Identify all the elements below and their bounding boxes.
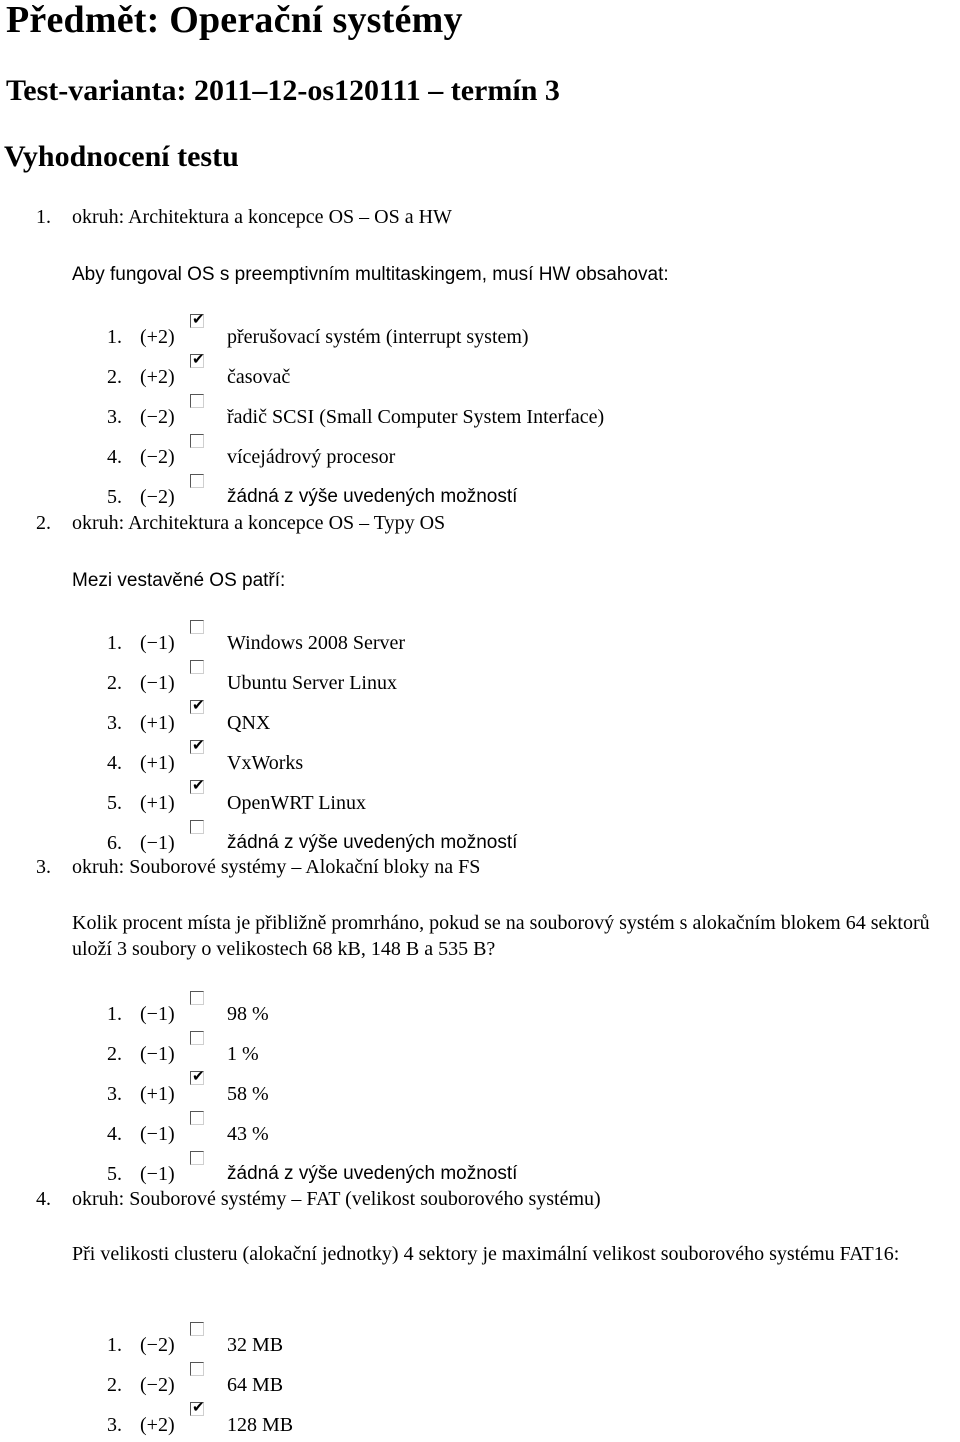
unchecked-checkbox[interactable] [190,434,204,448]
question-text: Při velikosti clusteru (alokační jednotky) 4 sektory je maximální velikost souborového systému FAT16: [72,1243,900,1265]
question-text: Mezi vestavěné OS patří: [72,570,286,591]
topic-number: 2. [36,512,51,534]
answer-label: Ubuntu Server Linux [227,672,397,694]
answer-number: 5. [107,486,122,508]
answer-row [0,672,960,700]
question-text: Aby fungoval OS s preemptivním multitaskingem, musí HW obsahovat: [72,264,669,285]
answer-row [0,1398,960,1442]
checked-checkbox[interactable] [190,350,205,368]
answer-number: 4. [107,1123,122,1145]
answer-number: 2. [107,1374,122,1396]
answer-number: 4. [107,752,122,774]
answer-score: (+1) [140,792,175,814]
answer-number: 3. [107,1083,122,1105]
topic-number: 3. [36,856,51,878]
answer-score: (−2) [140,446,175,468]
answer-score: (−1) [140,672,175,694]
answer-label: vícejádrový procesor [227,446,396,468]
answer-score: (+2) [140,366,175,388]
answer-label: 43 % [227,1123,269,1145]
answer-score: (+1) [140,1083,175,1105]
answer-row [0,350,960,394]
answer-row [0,1043,960,1071]
evaluation-heading: Vyhodnocení testu [4,140,239,173]
answer-label: 58 % [227,1083,269,1105]
answer-number: 2. [107,366,122,388]
answer-row [0,1003,960,1031]
answer-row [0,1123,960,1151]
answer-label: 32 MB [227,1334,284,1356]
checked-checkbox[interactable] [190,696,205,714]
answer-number: 3. [107,406,122,428]
unchecked-checkbox[interactable] [190,1031,204,1045]
answer-score: (+2) [140,1414,175,1436]
answer-label: 128 MB [227,1414,294,1436]
answer-score: (+1) [140,752,175,774]
answer-row [0,310,960,354]
answer-label: Windows 2008 Server [227,632,406,654]
answer-label: žádná z výše uvedených možností [227,486,518,507]
answer-number: 4. [107,446,122,468]
answer-number: 5. [107,792,122,814]
answer-row [0,486,960,514]
test-variant-heading: Test-varianta: 2011–12-os120111 – termín 3 [6,74,560,107]
checkmark-icon: ✔ [192,350,205,368]
answer-number: 5. [107,1163,122,1185]
topic-number: 1. [36,206,51,228]
checkmark-icon: ✔ [192,696,205,714]
answer-row [0,1067,960,1111]
answer-number: 2. [107,1043,122,1065]
page-title: Předmět: Operační systémy [6,0,463,41]
topic-title: okruh: Architektura a koncepce OS – OS a HW [72,206,452,228]
answer-score: (−1) [140,832,175,854]
answer-score: (−2) [140,486,175,508]
checkmark-icon: ✔ [192,1067,205,1085]
checked-checkbox[interactable] [190,310,205,328]
answer-score: (−1) [140,1123,175,1145]
checkmark-icon: ✔ [192,776,205,794]
answer-score: (−1) [140,1043,175,1065]
answer-row [0,776,960,820]
answer-label: řadič SCSI (Small Computer System Interface) [227,406,605,428]
answer-label: časovač [227,366,291,388]
topic-heading [36,1188,601,1211]
unchecked-checkbox[interactable] [190,1362,204,1376]
answer-number: 1. [107,1003,122,1025]
checkmark-icon: ✔ [192,1398,205,1416]
answer-row [0,406,960,434]
topic-title: okruh: Souborové systémy – Alokační bloky na FS [72,856,481,878]
answer-label: přerušovací systém (interrupt system) [227,326,529,348]
answer-score: (−2) [140,406,175,428]
topic-heading [36,512,445,535]
checked-checkbox[interactable] [190,776,205,794]
answer-row [0,736,960,780]
answer-row [0,1334,960,1362]
answer-label: QNX [227,712,271,734]
answer-number: 3. [107,712,122,734]
answer-label: VxWorks [227,752,304,774]
answer-score: (−1) [140,632,175,654]
unchecked-checkbox[interactable] [190,474,204,488]
answer-label: 98 % [227,1003,269,1025]
unchecked-checkbox[interactable] [190,991,204,1005]
answer-score: (−1) [140,1163,175,1185]
answer-score: (−2) [140,1334,175,1356]
answer-label: žádná z výše uvedených možností [227,1163,518,1184]
unchecked-checkbox[interactable] [190,620,204,634]
answer-number: 1. [107,1334,122,1356]
answer-row [0,632,960,660]
checkmark-icon: ✔ [192,310,205,328]
answer-row [0,1374,960,1402]
checked-checkbox[interactable] [190,736,205,754]
answer-score: (+2) [140,326,175,348]
answer-row [0,1163,960,1191]
answer-label: OpenWRT Linux [227,792,366,814]
unchecked-checkbox[interactable] [190,1322,204,1336]
answer-number: 1. [107,326,122,348]
unchecked-checkbox[interactable] [190,1151,204,1165]
answer-label: 64 MB [227,1374,284,1396]
unchecked-checkbox[interactable] [190,394,204,408]
checked-checkbox[interactable] [190,1067,205,1085]
answer-row [0,696,960,740]
unchecked-checkbox[interactable] [190,820,204,834]
answer-row [0,446,960,474]
topic-title: okruh: Souborové systémy – FAT (velikost souborového systému) [72,1188,601,1210]
topic-heading [36,206,452,229]
answer-label: žádná z výše uvedených možností [227,832,518,853]
answer-number: 6. [107,832,122,854]
answer-score: (+1) [140,712,175,734]
topic-number: 4. [36,1188,51,1210]
answer-score: (−2) [140,1374,175,1396]
topic-title: okruh: Architektura a koncepce OS – Typy OS [72,512,446,534]
unchecked-checkbox[interactable] [190,660,204,674]
answer-number: 1. [107,632,122,654]
answer-label: 1 % [227,1043,259,1065]
checked-checkbox[interactable] [190,1398,205,1416]
answer-score: (−1) [140,1003,175,1025]
answer-number: 3. [107,1414,122,1436]
question-text: Kolik procent místa je přibližně promrháno, pokud se na souborový systém s alokačním blokem 64 sektorů uloží 3 soubory o velikostech 68 kB, 148 B a 535 B? [72,912,930,960]
answer-number: 2. [107,672,122,694]
checkmark-icon: ✔ [192,736,205,754]
unchecked-checkbox[interactable] [190,1111,204,1125]
topic-heading [36,856,480,879]
